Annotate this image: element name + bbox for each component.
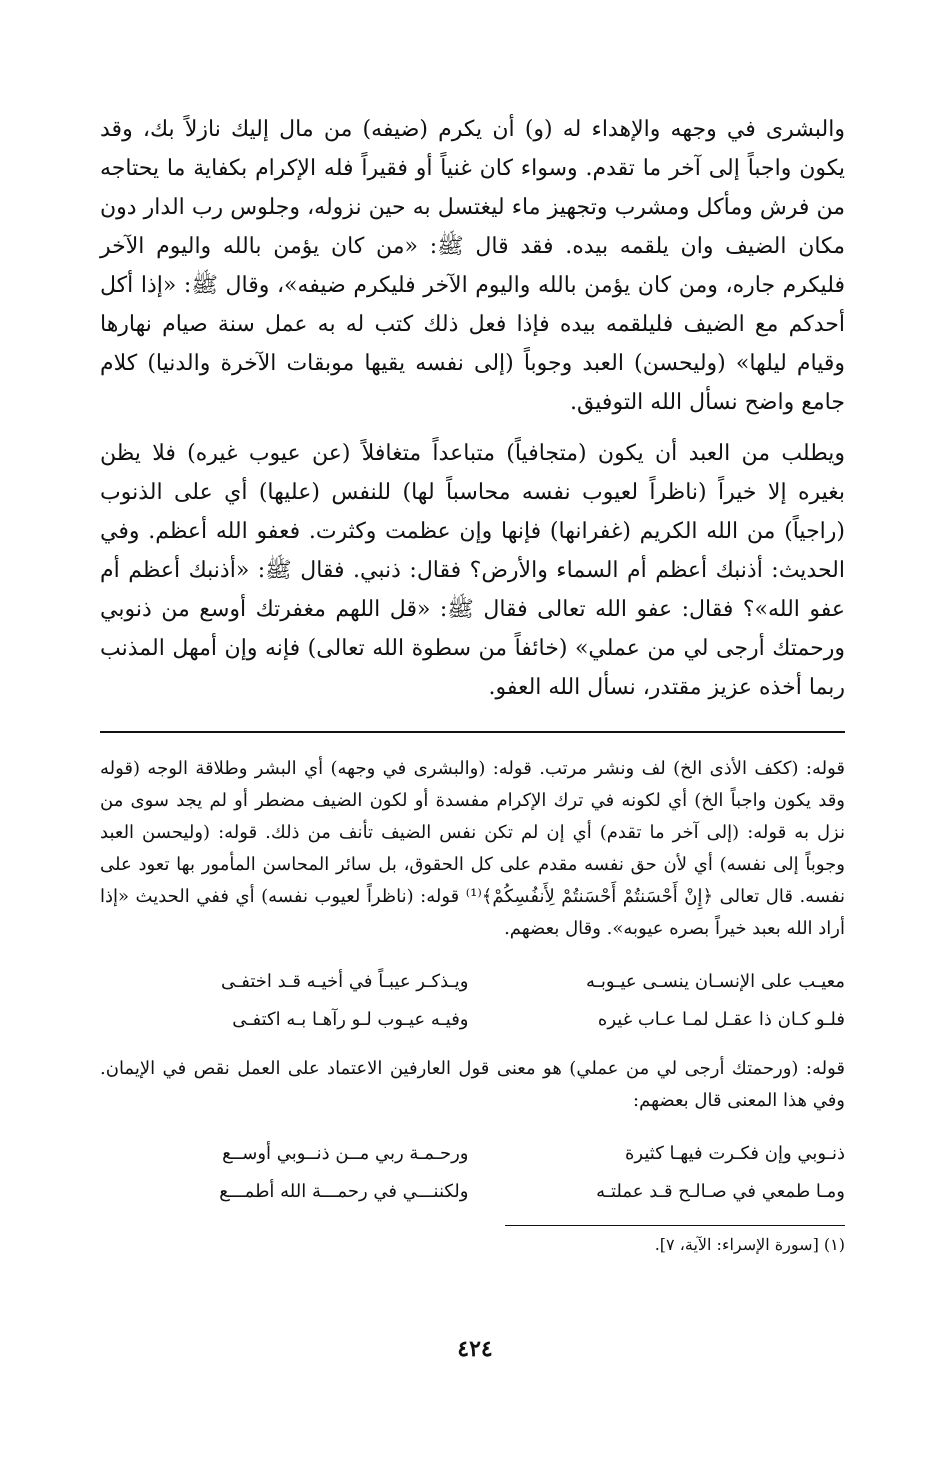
commentary-note-1: قوله: (ككف الأذى الخ) لف ونشر مرتب. قوله: (والبشرى في وجهه) أي البشر وطلاقة الوجه (قوله وقد يكون واجباً الخ) أي لكونه في ترك الإكرام مفسدة أو لكون الضيف مضطر أو لم يجد سوى من نزل به قوله: (إلى آخر ما تقدم) أي إن لم تكن نفس الضيف تأنف من ذلك. قوله: (وليحسن العبد وجوباً إلى نفسه) أي لأن حق نفسه مقدم على كل الحقوق، بل سائر المحاسن المأمور بها تعود على نفسه. قال تعالى ﴿إِنْ أَحْسَنتُمْ أَحْسَنتُمْ لِأَنفُسِكُمْ﴾⁽¹⁾ قوله: (ناظراً لعيوب نفسه) أي ففي الحديث «إذا أراد الله بعبد خيراً بصره عيوبه». وقال بعضهم. bbox=[100, 758, 846, 939]
verse-second-hemistich: ورحـمـة ربي مــن ذنــوبي أوســع bbox=[222, 1143, 469, 1164]
poem-verse bbox=[100, 963, 845, 1001]
verse-second-hemistich: وفيـه عيـوب لـو رآهـا بـه اكتفـى bbox=[232, 1009, 469, 1030]
verse-first-hemistich: فلـو كـان ذا عقـل لمـا عـاب غيره bbox=[597, 1009, 845, 1030]
footnote-separator bbox=[505, 1225, 845, 1226]
poem-1 bbox=[100, 963, 845, 1039]
poem-verse bbox=[100, 1001, 845, 1039]
main-paragraph-2: ويطلب من العبد أن يكون (متجافياً) متباعداً متغافلاً (عن عيوب غيره) فلا يظن بغيره إلا خيراً (ناظراً لعيوب نفسه محاسباً لها) للنفس (عليها) أي على الذنوب (راجياً) من الله الكريم (غفرانها) فإنها وإن عظمت وكثرت. فعفو الله أعظم. وفي الحديث: أذنبك أعظم أم السماء والأرض؟ فقال: ذنبي. فقال ﷺ: «أذنبك أعظم أم عفو الله»؟ فقال: عفو الله تعالى فقال ﷺ: «قل اللهم مغفرتك أوسع من ذنوبي ورحمتك أرجى لي من عملي» (خائفاً من سطوة الله تعالى) فإنه وإن أمهل المذنب ربما أخذه عزيز مقتدر، نسأل الله العفو. bbox=[100, 441, 845, 700]
verse-first-hemistich: ذنـوبي وإن فكـرت فيهـا كثيرة bbox=[625, 1143, 845, 1164]
separator-line bbox=[100, 731, 845, 733]
verse-first-hemistich: معيـب على الإنسـان ينسـى عيـوبـه bbox=[585, 971, 845, 992]
footnote: (١) [سورة الإسراء: الآية، ٧]. bbox=[654, 1235, 845, 1254]
book-page bbox=[100, 110, 845, 1258]
poem-verse bbox=[100, 1135, 845, 1173]
main-paragraph-1: والبشرى في وجهه والإهداء له (و) أن يكرم (ضيفه) من مال إليك نازلاً بك، وقد يكون واجباً إلى آخر ما تقدم. وسواء كان غنياً أو فقيراً فله الإكرام بكفاية ما يحتاجه من فرش ومأكل ومشرب وتجهيز ماء ليغتسل به حين نزوله، وجلوس رب الدار دون مكان الضيف وان يلقمه بيده. فقد قال ﷺ: «من كان يؤمن بالله واليوم الآخر فليكرم جاره، ومن كان يؤمن بالله واليوم الآخر فليكرم ضيفه»، وقال ﷺ: «إذا أكل أحدكم مع الضيف فليلقمه بيده فإذا فعل ذلك كتب له به عمل سنة صيام نهارها وقيام ليلها» (وليحسن) العبد وجوباً (إلى نفسه يقيها موبقات الآخرة والدنيا) كلام جامع واضح نسأل الله التوفيق. bbox=[100, 117, 845, 415]
verse-second-hemistich: ولكننـــي في رحمـــة الله أطمـــع bbox=[219, 1181, 469, 1202]
page-number: ٤٢٤ bbox=[457, 1336, 493, 1362]
verse-second-hemistich: ويـذكـر عيبـاً في أخيـه قـد اختفـى bbox=[220, 971, 469, 992]
commentary-note-2: قوله: (ورحمتك أرجى لي من عملي) هو معنى قول العارفين الاعتماد على العمل نقص في الإيمان. وفي هذا المعنى قال بعضهم: bbox=[100, 1058, 845, 1111]
verse-first-hemistich: ومـا طمعي في صـالـح قـد عملتـه bbox=[596, 1181, 845, 1202]
poem-2 bbox=[100, 1135, 845, 1211]
poem-verse bbox=[100, 1173, 845, 1211]
